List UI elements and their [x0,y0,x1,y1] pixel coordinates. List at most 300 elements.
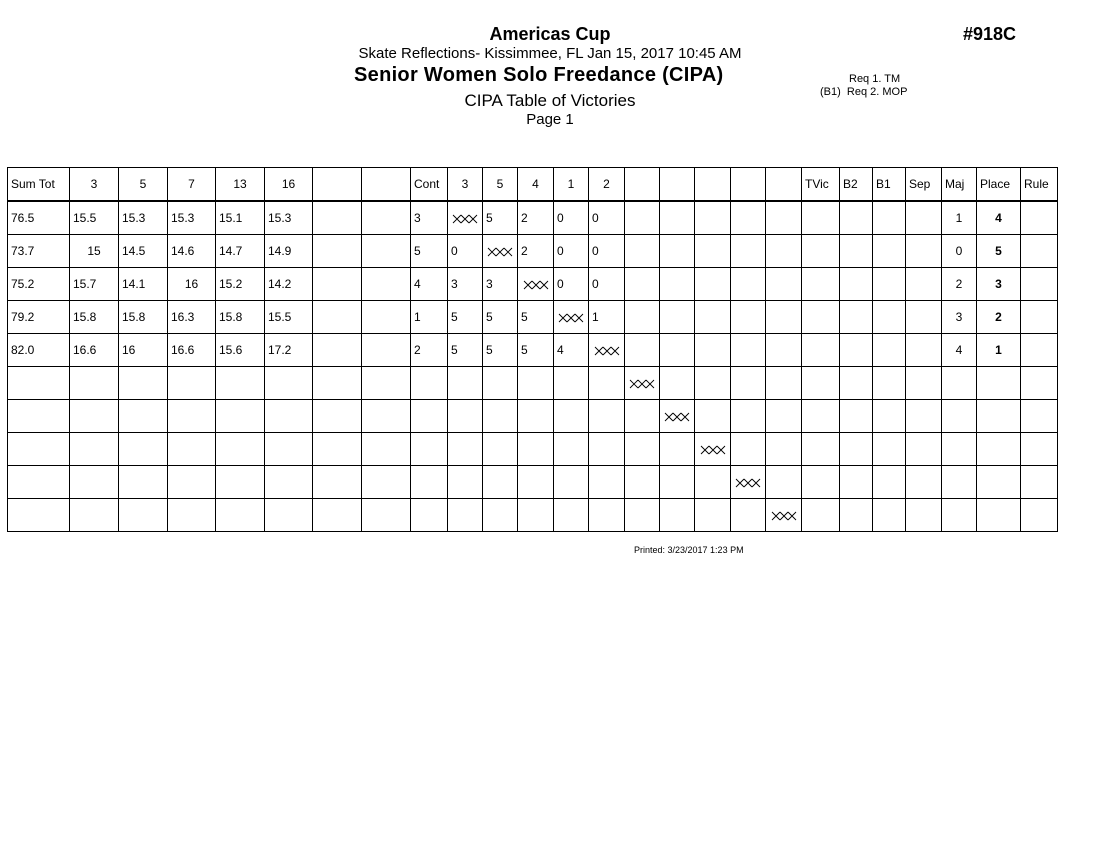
table-cell: 73.7 [8,235,70,268]
table-cell [802,301,840,334]
self-comparison-cell [518,268,554,301]
table-cell [840,334,873,367]
table-cell [1021,201,1058,235]
table-cell: 15 [70,235,119,268]
table-cell [840,499,873,532]
table-cell [589,400,625,433]
crosshatch-mark [558,313,584,323]
table-cell [411,367,448,400]
table-cell [906,334,942,367]
column-header: B2 [840,168,873,202]
table-cell [802,201,840,235]
table-cell [1021,268,1058,301]
table-cell [8,433,70,466]
table-cell: 15.5 [265,301,313,334]
table-cell: 14.1 [119,268,168,301]
table-cell [695,466,731,499]
table-cell: 5 [483,201,518,235]
table-cell [906,433,942,466]
table-cell [518,499,554,532]
table-cell: 15.1 [216,201,265,235]
table-cell [660,235,695,268]
table-cell: 15.7 [70,268,119,301]
column-header [362,168,411,202]
table-cell [873,268,906,301]
column-header: TVic [802,168,840,202]
event-id: #918C [963,24,1017,44]
table-cell [731,400,766,433]
table-cell [362,235,411,268]
table-cell [313,367,362,400]
table-cell [766,268,802,301]
table-cell: 0 [589,201,625,235]
crosshatch-mark [700,445,726,455]
table-cell [766,433,802,466]
crosshatch-mark [594,346,620,356]
table-cell [313,268,362,301]
table-cell [731,367,766,400]
table-cell [766,201,802,235]
table-cell [216,499,265,532]
table-cell: 5 [518,334,554,367]
table-cell [873,499,906,532]
table-cell [362,301,411,334]
table-cell [731,433,766,466]
place-cell [977,400,1021,433]
requirement-1: Req 1. TM [849,73,901,85]
table-cell: 2 [942,268,977,301]
table-cell [216,400,265,433]
table-cell: 16 [119,334,168,367]
table-cell [518,466,554,499]
table-cell: 2 [518,201,554,235]
self-comparison-cell [448,201,483,235]
table-cell [942,367,977,400]
column-header: Place [977,168,1021,202]
table-cell: 5 [483,301,518,334]
table-cell [625,334,660,367]
table-cell [8,367,70,400]
table-cell [906,201,942,235]
table-cell [216,466,265,499]
table-cell [313,466,362,499]
table-cell [168,466,216,499]
table-cell [265,433,313,466]
printed-timestamp: Printed: 3/23/2017 1:23 PM [634,545,744,555]
table-cell: 16.6 [168,334,216,367]
table-cell [168,367,216,400]
table-row [8,268,1058,301]
table-cell [660,201,695,235]
table-cell: 79.2 [8,301,70,334]
table-cell [8,466,70,499]
table-cell: 14.7 [216,235,265,268]
place-cell [977,367,1021,400]
table-cell [906,466,942,499]
table-cell: 14.5 [119,235,168,268]
table-cell [168,433,216,466]
place-cell [977,499,1021,532]
table-cell [518,367,554,400]
column-header: 7 [168,168,216,202]
table-cell [70,367,119,400]
table-cell [660,301,695,334]
table-cell [660,334,695,367]
table-cell: 5 [483,334,518,367]
table-cell [1021,466,1058,499]
table-cell: 0 [554,268,589,301]
table-cell [1021,400,1058,433]
event-title: Americas Cup [489,24,611,44]
self-comparison-cell [625,367,660,400]
table-cell [906,499,942,532]
table-cell [411,499,448,532]
crosshatch-mark [735,478,761,488]
place-cell: 4 [977,201,1021,235]
place-cell: 2 [977,301,1021,334]
column-header: 3 [448,168,483,202]
table-cell [873,433,906,466]
table-cell [660,466,695,499]
table-cell [265,466,313,499]
competition-title: Senior Women Solo Freedance (CIPA) [354,64,724,86]
table-cell [8,499,70,532]
table-cell [906,301,942,334]
column-header [313,168,362,202]
table-cell [265,499,313,532]
column-header: 16 [265,168,313,202]
table-cell [873,334,906,367]
table-cell [483,433,518,466]
table-cell [448,466,483,499]
column-header: 5 [119,168,168,202]
table-cell [70,466,119,499]
table-cell: 1 [589,301,625,334]
table-cell [518,433,554,466]
table-cell [625,499,660,532]
table-cell [942,433,977,466]
table-cell: 15.2 [216,268,265,301]
victories-table [7,167,1058,532]
self-comparison-cell [660,400,695,433]
place-cell [977,433,1021,466]
table-cell [906,367,942,400]
table-cell [766,334,802,367]
table-cell [660,268,695,301]
requirement-2-prefix: (B1) [820,86,841,98]
column-header: 4 [518,168,554,202]
table-cell: 2 [411,334,448,367]
table-cell: 4 [554,334,589,367]
self-comparison-cell [731,466,766,499]
table-cell [695,235,731,268]
table-cell: 4 [942,334,977,367]
table-name: CIPA Table of Victories [464,91,636,110]
table-cell: 15.3 [265,201,313,235]
column-header: B1 [873,168,906,202]
table-cell: 16.3 [168,301,216,334]
table-cell [660,433,695,466]
table-cell [731,201,766,235]
table-row [8,301,1058,334]
table-cell: 3 [942,301,977,334]
column-header: Maj [942,168,977,202]
table-cell [766,400,802,433]
table-cell [313,301,362,334]
table-cell [554,400,589,433]
table-cell [411,433,448,466]
table-cell [942,466,977,499]
table-cell [695,367,731,400]
table-cell [625,400,660,433]
table-cell [625,433,660,466]
table-cell [1021,235,1058,268]
table-row [8,400,1058,433]
table-cell [362,400,411,433]
table-cell [660,499,695,532]
table-cell [119,466,168,499]
table-cell [625,301,660,334]
table-cell [802,433,840,466]
self-comparison-cell [483,235,518,268]
column-header: Rule [1021,168,1058,202]
table-cell: 3 [448,268,483,301]
page-label: Page 1 [526,111,574,128]
table-cell [362,433,411,466]
header-row [8,168,1058,202]
place-cell: 3 [977,268,1021,301]
table-cell [8,400,70,433]
table-cell: 5 [448,334,483,367]
table-cell: 15.5 [70,201,119,235]
table-cell: 0 [554,201,589,235]
table-cell [483,466,518,499]
table-cell [1021,367,1058,400]
requirement-2: Req 2. MOP [846,86,908,98]
crosshatch-mark [629,379,655,389]
table-cell [313,235,362,268]
table-cell [70,400,119,433]
self-comparison-cell [589,334,625,367]
table-cell [1021,301,1058,334]
crosshatch-mark [771,511,797,521]
table-cell [731,301,766,334]
table-cell: 0 [589,268,625,301]
column-header: 1 [554,168,589,202]
table-cell [265,367,313,400]
table-cell: 76.5 [8,201,70,235]
table-cell [313,433,362,466]
table-cell [840,367,873,400]
table-cell [766,301,802,334]
self-comparison-cell [695,433,731,466]
table-cell [802,400,840,433]
table-cell [483,400,518,433]
table-cell [840,235,873,268]
table-cell [906,235,942,268]
table-cell: 5 [518,301,554,334]
table-cell: 15.3 [168,201,216,235]
table-cell [518,400,554,433]
table-row [8,499,1058,532]
table-cell: 15.8 [119,301,168,334]
table-cell [1021,433,1058,466]
table-cell [840,301,873,334]
column-header: Sum Tot [8,168,70,202]
table-cell [1021,499,1058,532]
table-cell [362,367,411,400]
table-cell: 1 [942,201,977,235]
table-cell [840,268,873,301]
table-cell [731,268,766,301]
table-cell [448,400,483,433]
table-cell: 16 [168,268,216,301]
table-cell [362,334,411,367]
table-cell: 0 [554,235,589,268]
table-cell [695,268,731,301]
table-cell: 0 [589,235,625,268]
table-cell: 0 [942,235,977,268]
table-cell [362,499,411,532]
table-cell [873,201,906,235]
venue-date-line: Skate Reflections- Kissimmee, FL Jan 15, 2017 10:45 AM [358,45,742,62]
table-cell: 1 [411,301,448,334]
table-cell [448,499,483,532]
table-cell [554,466,589,499]
column-header: 13 [216,168,265,202]
table-cell [362,268,411,301]
table-cell [840,433,873,466]
table-cell [625,201,660,235]
table-cell [695,334,731,367]
table-cell [873,367,906,400]
self-comparison-cell [766,499,802,532]
table-cell [695,499,731,532]
table-cell [840,466,873,499]
table-cell [168,400,216,433]
table-cell [448,367,483,400]
self-comparison-cell [554,301,589,334]
table-cell [119,499,168,532]
table-cell [906,268,942,301]
table-cell [168,499,216,532]
table-cell [731,499,766,532]
table-cell [119,400,168,433]
table-cell: 14.9 [265,235,313,268]
table-cell: 5 [411,235,448,268]
table-cell [873,466,906,499]
table-cell [362,201,411,235]
table-cell [802,466,840,499]
table-cell [873,235,906,268]
column-header [660,168,695,202]
table-cell [119,367,168,400]
table-cell [554,367,589,400]
column-header: 3 [70,168,119,202]
table-cell: 5 [448,301,483,334]
table-cell [313,334,362,367]
table-row [8,334,1058,367]
table-cell [411,400,448,433]
table-cell [448,433,483,466]
table-cell [625,268,660,301]
table-cell [766,466,802,499]
table-cell [766,235,802,268]
table-cell: 14.6 [168,235,216,268]
table-cell [119,433,168,466]
table-cell [625,466,660,499]
table-cell [695,201,731,235]
table-cell [70,433,119,466]
column-header: Sep [906,168,942,202]
column-header [766,168,802,202]
table-cell [589,466,625,499]
table-cell [554,433,589,466]
column-header: 2 [589,168,625,202]
table-cell: 4 [411,268,448,301]
table-cell [873,400,906,433]
table-cell: 2 [518,235,554,268]
table-cell: 15.6 [216,334,265,367]
place-cell: 5 [977,235,1021,268]
table-row [8,367,1058,400]
table-cell [625,235,660,268]
table-cell [942,499,977,532]
table-cell: 75.2 [8,268,70,301]
table-cell [802,235,840,268]
table-cell: 17.2 [265,334,313,367]
table-cell [840,201,873,235]
crosshatch-mark [523,280,549,290]
table-cell [766,367,802,400]
table-cell: 15.3 [119,201,168,235]
place-cell [977,466,1021,499]
table-cell [802,367,840,400]
table-row [8,235,1058,268]
table-cell [802,499,840,532]
table-body [8,201,1058,532]
crosshatch-mark [487,247,513,257]
table-cell [483,367,518,400]
table-cell [313,499,362,532]
table-cell [802,268,840,301]
column-header [625,168,660,202]
table-cell [589,367,625,400]
table-cell [1021,334,1058,367]
table-cell: 3 [483,268,518,301]
table-row [8,201,1058,235]
table-cell: 15.8 [70,301,119,334]
table-cell [731,334,766,367]
table-cell: 16.6 [70,334,119,367]
table-cell [942,400,977,433]
table-cell [411,466,448,499]
table-cell [589,499,625,532]
table-cell [873,301,906,334]
table-row [8,433,1058,466]
place-cell: 1 [977,334,1021,367]
table-cell: 14.2 [265,268,313,301]
column-header [695,168,731,202]
table-cell [695,301,731,334]
table-cell: 15.8 [216,301,265,334]
table-cell: 82.0 [8,334,70,367]
table-cell [483,499,518,532]
table-cell [589,433,625,466]
table-cell: 3 [411,201,448,235]
table-cell [554,499,589,532]
table-cell [660,367,695,400]
